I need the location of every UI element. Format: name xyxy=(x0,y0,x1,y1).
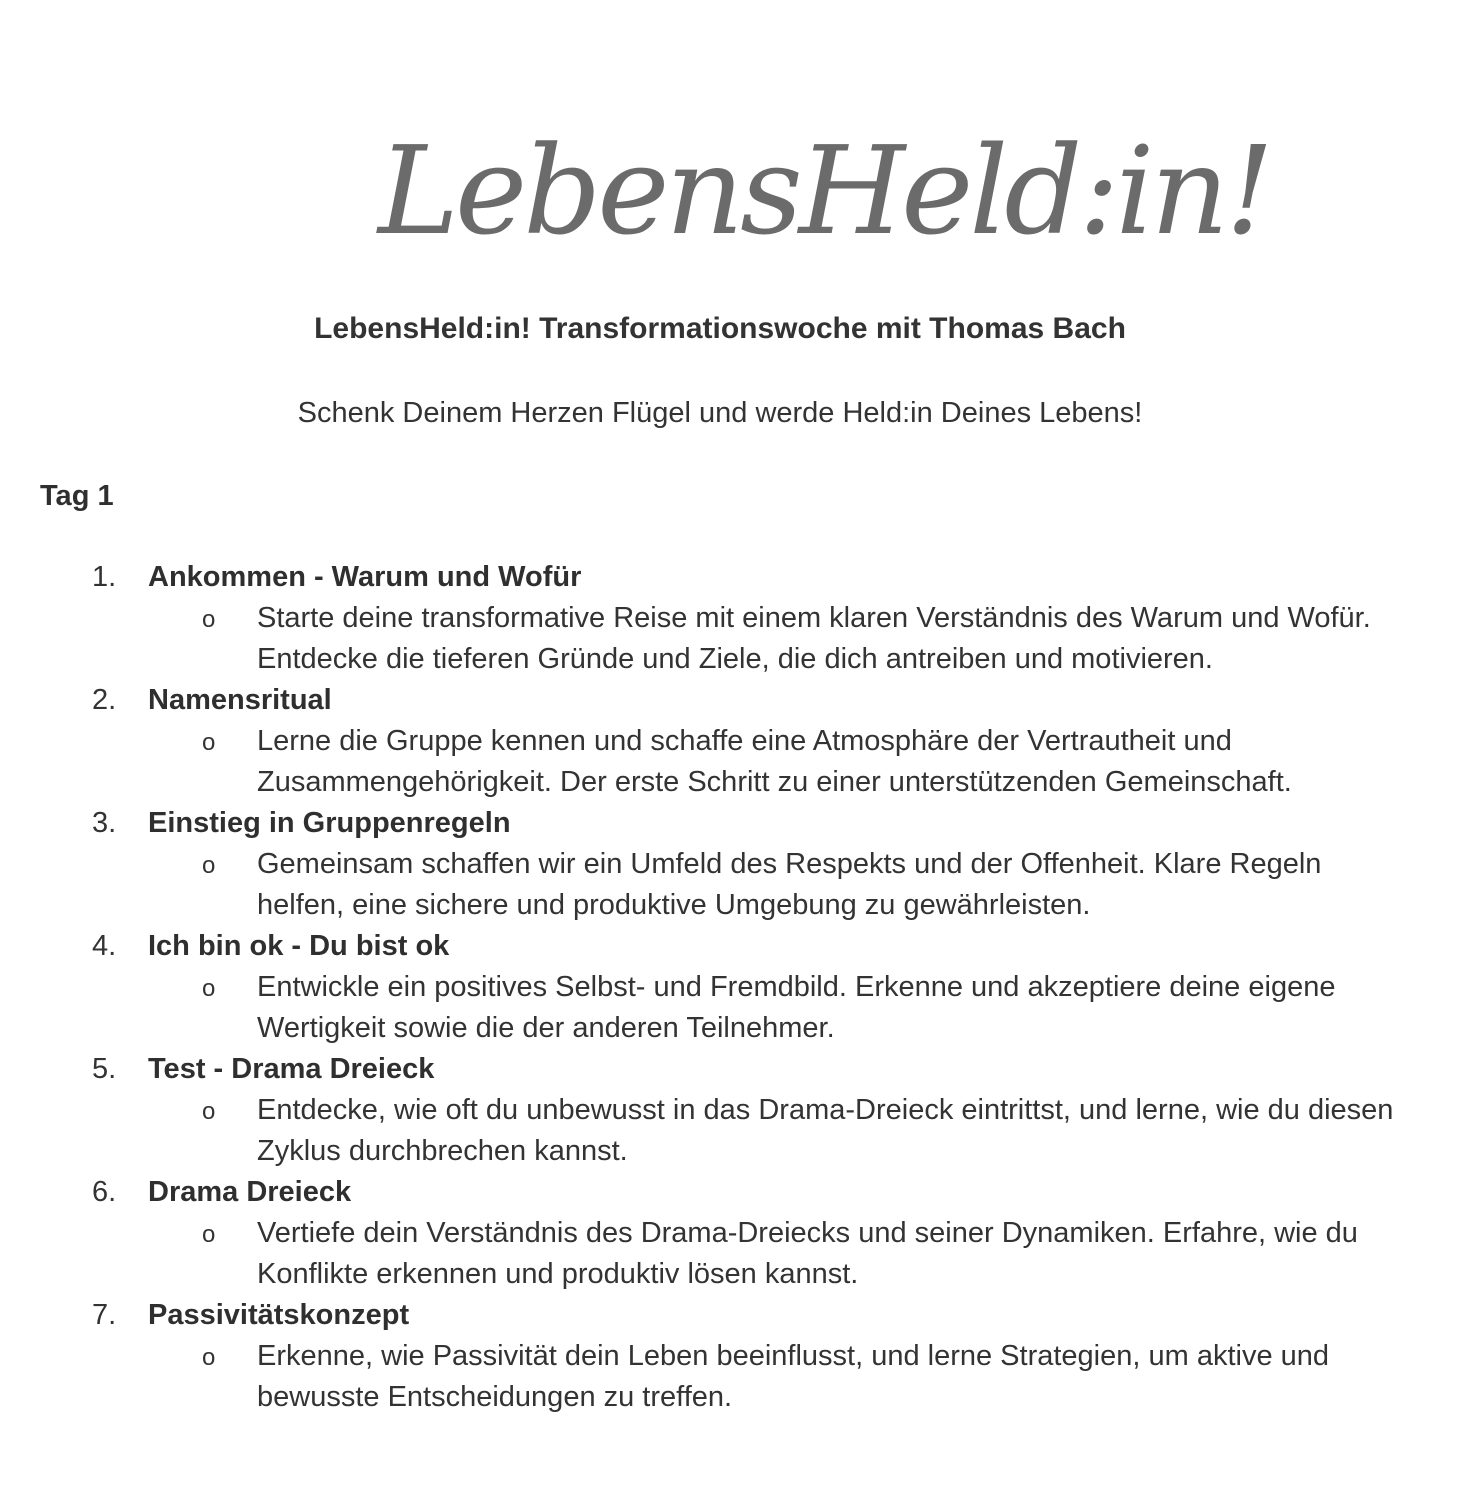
agenda-item-number: 1. xyxy=(92,561,117,593)
agenda-item-description: Starte deine transformative Reise mit einem klaren Verständnis des Warum und Wofür. Entdecke die tieferen Gründe und Ziele, die dich antreiben und motivieren. xyxy=(257,602,1371,675)
agenda-item-title: Ich bin ok - Du bist ok xyxy=(148,930,450,962)
agenda-item-title: Drama Dreieck xyxy=(148,1176,352,1208)
agenda-item-description: Gemeinsam schaffen wir ein Umfeld des Respekts und der Offenheit. Klare Regeln helfen, eine sichere und produktive Umgebung zu gewährleisten. xyxy=(257,848,1322,921)
document-title: LebensHeld:in! Transformationswoche mit Thomas Bach xyxy=(314,312,1126,345)
day-heading: Tag 1 xyxy=(40,480,114,512)
agenda-item xyxy=(0,680,1484,803)
agenda-item-title: Einstieg in Gruppenregeln xyxy=(148,807,511,839)
agenda-item-number: 7. xyxy=(92,1299,117,1331)
agenda-item-title: Namensritual xyxy=(148,684,332,716)
agenda-item-description: Lerne die Gruppe kennen und schaffe eine Atmosphäre der Vertrautheit und Zusammengehörigkeit. Der erste Schritt zu einer unterstützenden Gemeinschaft. xyxy=(257,725,1292,798)
brand-logo-text: LebensHeld:in! xyxy=(378,120,1271,262)
agenda-item-number: 5. xyxy=(92,1053,117,1085)
agenda-item xyxy=(0,1295,1484,1418)
agenda-item-bullet xyxy=(0,1336,1484,1418)
agenda-item xyxy=(0,557,1484,680)
agenda-item xyxy=(0,1172,1484,1295)
brand-logo xyxy=(360,95,1271,275)
agenda-item-title: Passivitätskonzept xyxy=(148,1299,410,1331)
bullet-circle-icon: o xyxy=(202,852,216,879)
bullet-circle-icon: o xyxy=(202,975,216,1002)
bullet-circle-icon: o xyxy=(202,606,216,633)
agenda-item-description: Vertiefe dein Verständnis des Drama-Dreiecks und seiner Dynamiken. Erfahre, wie du Konflikte erkennen und produktiv lösen kannst. xyxy=(257,1217,1358,1290)
agenda-item-number: 3. xyxy=(92,807,117,839)
agenda-item-heading xyxy=(0,680,1484,721)
bullet-circle-icon: o xyxy=(202,1098,216,1125)
bullet-circle-icon: o xyxy=(202,1344,216,1371)
agenda-item-bullet xyxy=(0,1213,1484,1295)
agenda-item-description: Entwickle ein positives Selbst- und Fremdbild. Erkenne und akzeptiere deine eigene Wertigkeit sowie die der anderen Teilnehmer. xyxy=(257,971,1336,1044)
agenda-item-title: Ankommen - Warum und Wofür xyxy=(148,561,582,593)
agenda-item-number: 2. xyxy=(92,684,117,716)
brand-logo-graphic xyxy=(360,95,1271,275)
agenda-item-number: 6. xyxy=(92,1176,117,1208)
agenda-item xyxy=(0,1049,1484,1172)
agenda-item-bullet xyxy=(0,598,1484,680)
agenda-item-number: 4. xyxy=(92,930,117,962)
bullet-circle-icon: o xyxy=(202,729,216,756)
agenda-item-heading xyxy=(0,557,1484,598)
agenda-item xyxy=(0,803,1484,926)
agenda-item-heading xyxy=(0,803,1484,844)
agenda-item-heading xyxy=(0,1049,1484,1090)
agenda-item xyxy=(0,926,1484,1049)
agenda-item-title: Test - Drama Dreieck xyxy=(148,1053,435,1085)
agenda-item-heading xyxy=(0,1295,1484,1336)
agenda-item-description: Erkenne, wie Passivität dein Leben beeinflusst, und lerne Strategien, um aktive und bewusste Entscheidungen zu treffen. xyxy=(257,1340,1330,1413)
bullet-circle-icon: o xyxy=(202,1221,216,1248)
agenda-item-heading xyxy=(0,926,1484,967)
agenda-list xyxy=(0,557,1484,1418)
document-subtitle: Schenk Deinem Herzen Flügel und werde Held:in Deines Lebens! xyxy=(297,397,1143,429)
agenda-item-bullet xyxy=(0,721,1484,803)
agenda-item-bullet xyxy=(0,967,1484,1049)
agenda-item-bullet xyxy=(0,844,1484,926)
agenda-item-heading xyxy=(0,1172,1484,1213)
agenda-item-description: Entdecke, wie oft du unbewusst in das Drama-Dreieck eintrittst, und lerne, wie du diesen Zyklus durchbrechen kannst. xyxy=(257,1094,1394,1167)
agenda-item-bullet xyxy=(0,1090,1484,1172)
